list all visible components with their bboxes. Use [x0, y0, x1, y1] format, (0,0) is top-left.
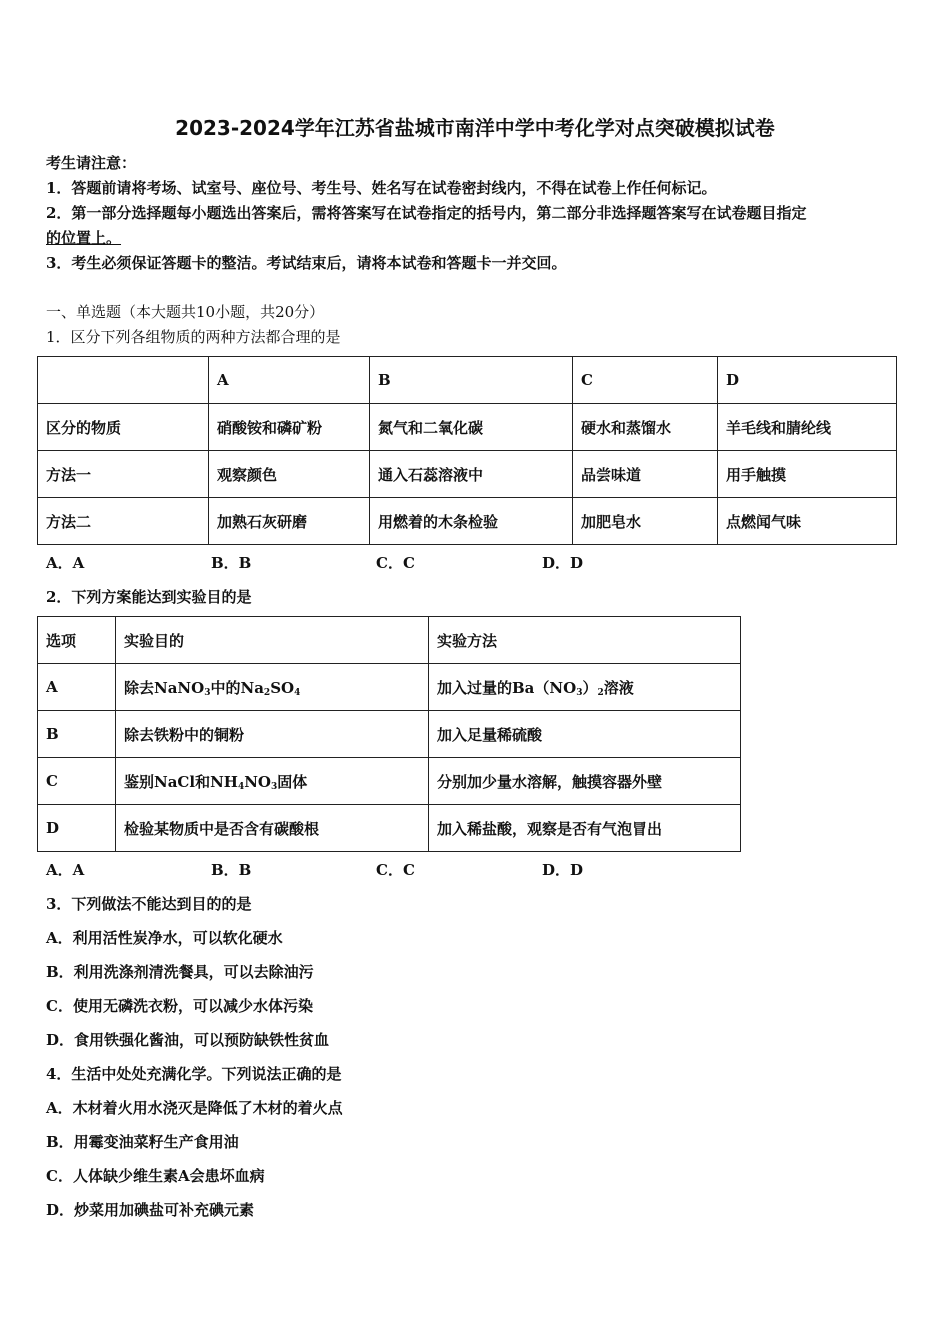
table-cell: 分别加少量水溶解，触摸容器外壁 [429, 758, 741, 805]
table-cell: 品尝味道 [573, 451, 718, 498]
table-cell: 实验方法 [429, 617, 741, 664]
table-cell: 方法一 [38, 451, 209, 498]
table-cell: 加入稀盐酸，观察是否有气泡冒出 [429, 805, 741, 852]
table-cell: 区分的物质 [38, 404, 209, 451]
q3-option-a[interactable]: A．利用活性炭净水，可以软化硬水 [46, 929, 283, 947]
table-row [38, 498, 897, 545]
table-cell: 加熟石灰研磨 [209, 498, 370, 545]
notice-item-2-cont: 的位置上。 [46, 229, 122, 247]
q4-option-a[interactable]: A．木材着火用水浇灭是降低了木材的着火点 [46, 1099, 343, 1117]
q2-table [37, 616, 741, 852]
q1-stem: 1．区分下列各组物质的两种方法都合理的是 [46, 328, 341, 346]
table-cell: 硬水和蒸馏水 [573, 404, 718, 451]
q1-options [46, 552, 646, 572]
notice-item-3: 3．考生必须保证答题卡的整洁。考试结束后，请将本试卷和答题卡一并交回。 [46, 254, 567, 272]
table-cell: 加入过量的$Ba(NO_3)_2$溶液 [429, 664, 741, 711]
option-b[interactable]: B．B [211, 554, 252, 572]
table-cell: 观察颜色 [209, 451, 370, 498]
table-cell: C [573, 357, 718, 404]
table-cell: A [209, 357, 370, 404]
table-row [38, 758, 741, 805]
q4-option-b[interactable]: B．用霉变油菜籽生产食用油 [46, 1133, 239, 1151]
q4-option-d[interactable]: D．炒菜用加碘盐可补充碘元素 [46, 1201, 255, 1219]
q1-table [37, 356, 897, 545]
table-cell: 点燃闻气味 [718, 498, 897, 545]
table-cell: 硝酸铵和磷矿粉 [209, 404, 370, 451]
option-b[interactable]: B．B [211, 861, 252, 879]
table-row [38, 664, 741, 711]
table-cell: B [38, 711, 116, 758]
table-cell: 除去铁粉中的铜粉 [116, 711, 429, 758]
table-cell: 选项 [38, 617, 116, 664]
table-row [38, 711, 741, 758]
table-row [38, 451, 897, 498]
option-a[interactable]: A．A [46, 861, 85, 879]
table-cell [38, 357, 209, 404]
option-d[interactable]: D．D [542, 554, 584, 572]
option-c[interactable]: C．C [376, 554, 415, 572]
table-cell: 检验某物质中是否含有碳酸根 [116, 805, 429, 852]
notice-heading: 考生请注意： [46, 154, 137, 172]
option-c[interactable]: C．C [376, 861, 415, 879]
q4-stem: 4．生活中处处充满化学。下列说法正确的是 [46, 1065, 342, 1083]
table-header-row [38, 357, 897, 404]
table-cell: 用手触摸 [718, 451, 897, 498]
table-cell: 羊毛线和腈纶线 [718, 404, 897, 451]
option-d[interactable]: D．D [542, 861, 584, 879]
table-cell: D [718, 357, 897, 404]
notice-item-1: 1．答题前请将考场、试室号、座位号、考生号、姓名写在试卷密封线内，不得在试卷上作任何标记。 [46, 179, 717, 197]
q2-options [46, 859, 646, 879]
table-cell: A [38, 664, 116, 711]
table-cell: C [38, 758, 116, 805]
table-cell: D [38, 805, 116, 852]
q2-stem: 2．下列方案能达到实验目的是 [46, 588, 252, 606]
table-cell: B [370, 357, 573, 404]
table-cell: 加肥皂水 [573, 498, 718, 545]
table-cell: 除去NaNO$_3$中的$Na_2SO_4$ [116, 664, 429, 711]
table-row [38, 805, 741, 852]
table-cell: 方法二 [38, 498, 209, 545]
table-cell: 实验目的 [116, 617, 429, 664]
q3-option-d[interactable]: D．食用铁强化酱油，可以预防缺铁性贫血 [46, 1031, 330, 1049]
q3-stem: 3．下列做法不能达到目的的是 [46, 895, 252, 913]
section-heading: 一、单选题（本大题共10小题，共20分） [46, 303, 325, 321]
q3-option-c[interactable]: C．使用无磷洗衣粉，可以减少水体污染 [46, 997, 313, 1015]
table-cell: 用燃着的木条检验 [370, 498, 573, 545]
q3-option-b[interactable]: B．利用洗涤剂清洗餐具，可以去除油污 [46, 963, 314, 981]
notice-item-2: 2．第一部分选择题每小题选出答案后，需将答案写在试卷指定的括号内，第二部分非选择题答案写在试卷题目指定 [46, 204, 807, 222]
page-title: 2023-2024学年江苏省盐城市南洋中学中考化学对点突破模拟试卷 [175, 116, 775, 140]
table-cell: 鉴别NaCl和$NH_4NO_3$固体 [116, 758, 429, 805]
table-cell: 氮气和二氧化碳 [370, 404, 573, 451]
table-cell: 加入足量稀硫酸 [429, 711, 741, 758]
table-cell: 通入石蕊溶液中 [370, 451, 573, 498]
q4-option-c[interactable]: C．人体缺少维生素A会患坏血病 [46, 1167, 265, 1185]
table-row [38, 404, 897, 451]
table-header-row [38, 617, 741, 664]
option-a[interactable]: A．A [46, 554, 85, 572]
